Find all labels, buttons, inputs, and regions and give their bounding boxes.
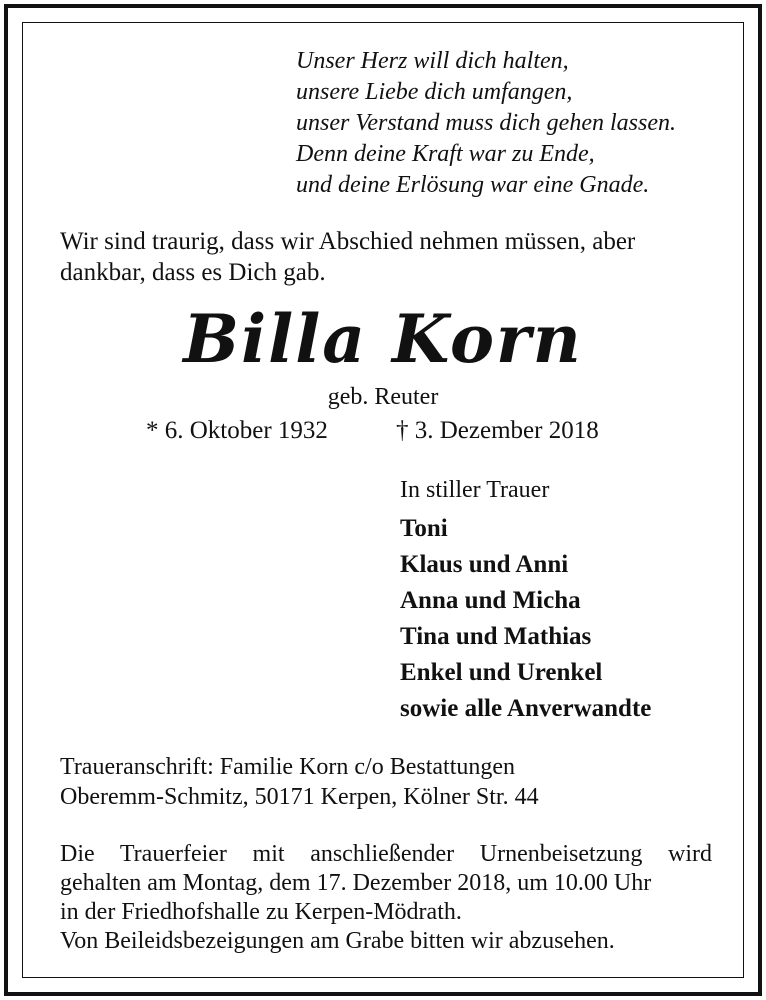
address-line: Oberemm-Schmitz, 50171 Kerpen, Kölner Str. 44 — [60, 784, 539, 810]
birth-name: geb. Reuter — [327, 384, 439, 410]
poem-line: unsere Liebe dich umfangen, — [296, 79, 573, 105]
ceremony-line: Von Beileidsbezeigungen am Grabe bitten wir abzusehen. — [60, 928, 615, 954]
mourner-name: sowie alle Anverwandte — [400, 695, 652, 722]
poem-line: Unser Herz will dich halten, — [296, 48, 569, 74]
intro-text — [60, 226, 710, 288]
intro-line: dankbar, dass es Dich gab. — [60, 259, 326, 286]
mourning-address — [60, 752, 539, 812]
poem-line: unser Verstand muss dich gehen lassen. — [296, 110, 676, 136]
poem — [296, 46, 676, 201]
intro-line: Wir sind traurig, dass wir Abschied nehmen müssen, aber — [60, 228, 636, 255]
mourner-name: Toni — [400, 515, 448, 542]
ceremony-info — [60, 840, 712, 956]
mourner-name: Tina und Mathias — [400, 623, 592, 650]
poem-line: Denn deine Kraft war zu Ende, — [296, 141, 595, 167]
address-line: Traueranschrift: Familie Korn c/o Bestattungen — [60, 754, 516, 780]
mourner-name: Enkel und Urenkel — [400, 659, 603, 686]
ceremony-line: Die Trauerfeier mit anschließender Urnenbeisetzung wird — [60, 841, 712, 867]
death-date: † 3. Dezember 2018 — [396, 417, 599, 444]
mourner-name: Anna und Micha — [400, 587, 581, 614]
mourners-heading: In stiller Trauer — [400, 477, 550, 503]
poem-line: und deine Erlösung war eine Gnade. — [296, 172, 650, 198]
mourners-list — [400, 511, 651, 727]
deceased-name: Billa Korn — [183, 300, 583, 378]
mourner-name: Klaus und Anni — [400, 551, 569, 578]
ceremony-line: gehalten am Montag, dem 17. Dezember 2018, um 10.00 Uhr — [60, 870, 652, 896]
birth-date: * 6. Oktober 1932 — [146, 417, 328, 444]
ceremony-line: in der Friedhofshalle zu Kerpen-Mödrath. — [60, 899, 462, 925]
